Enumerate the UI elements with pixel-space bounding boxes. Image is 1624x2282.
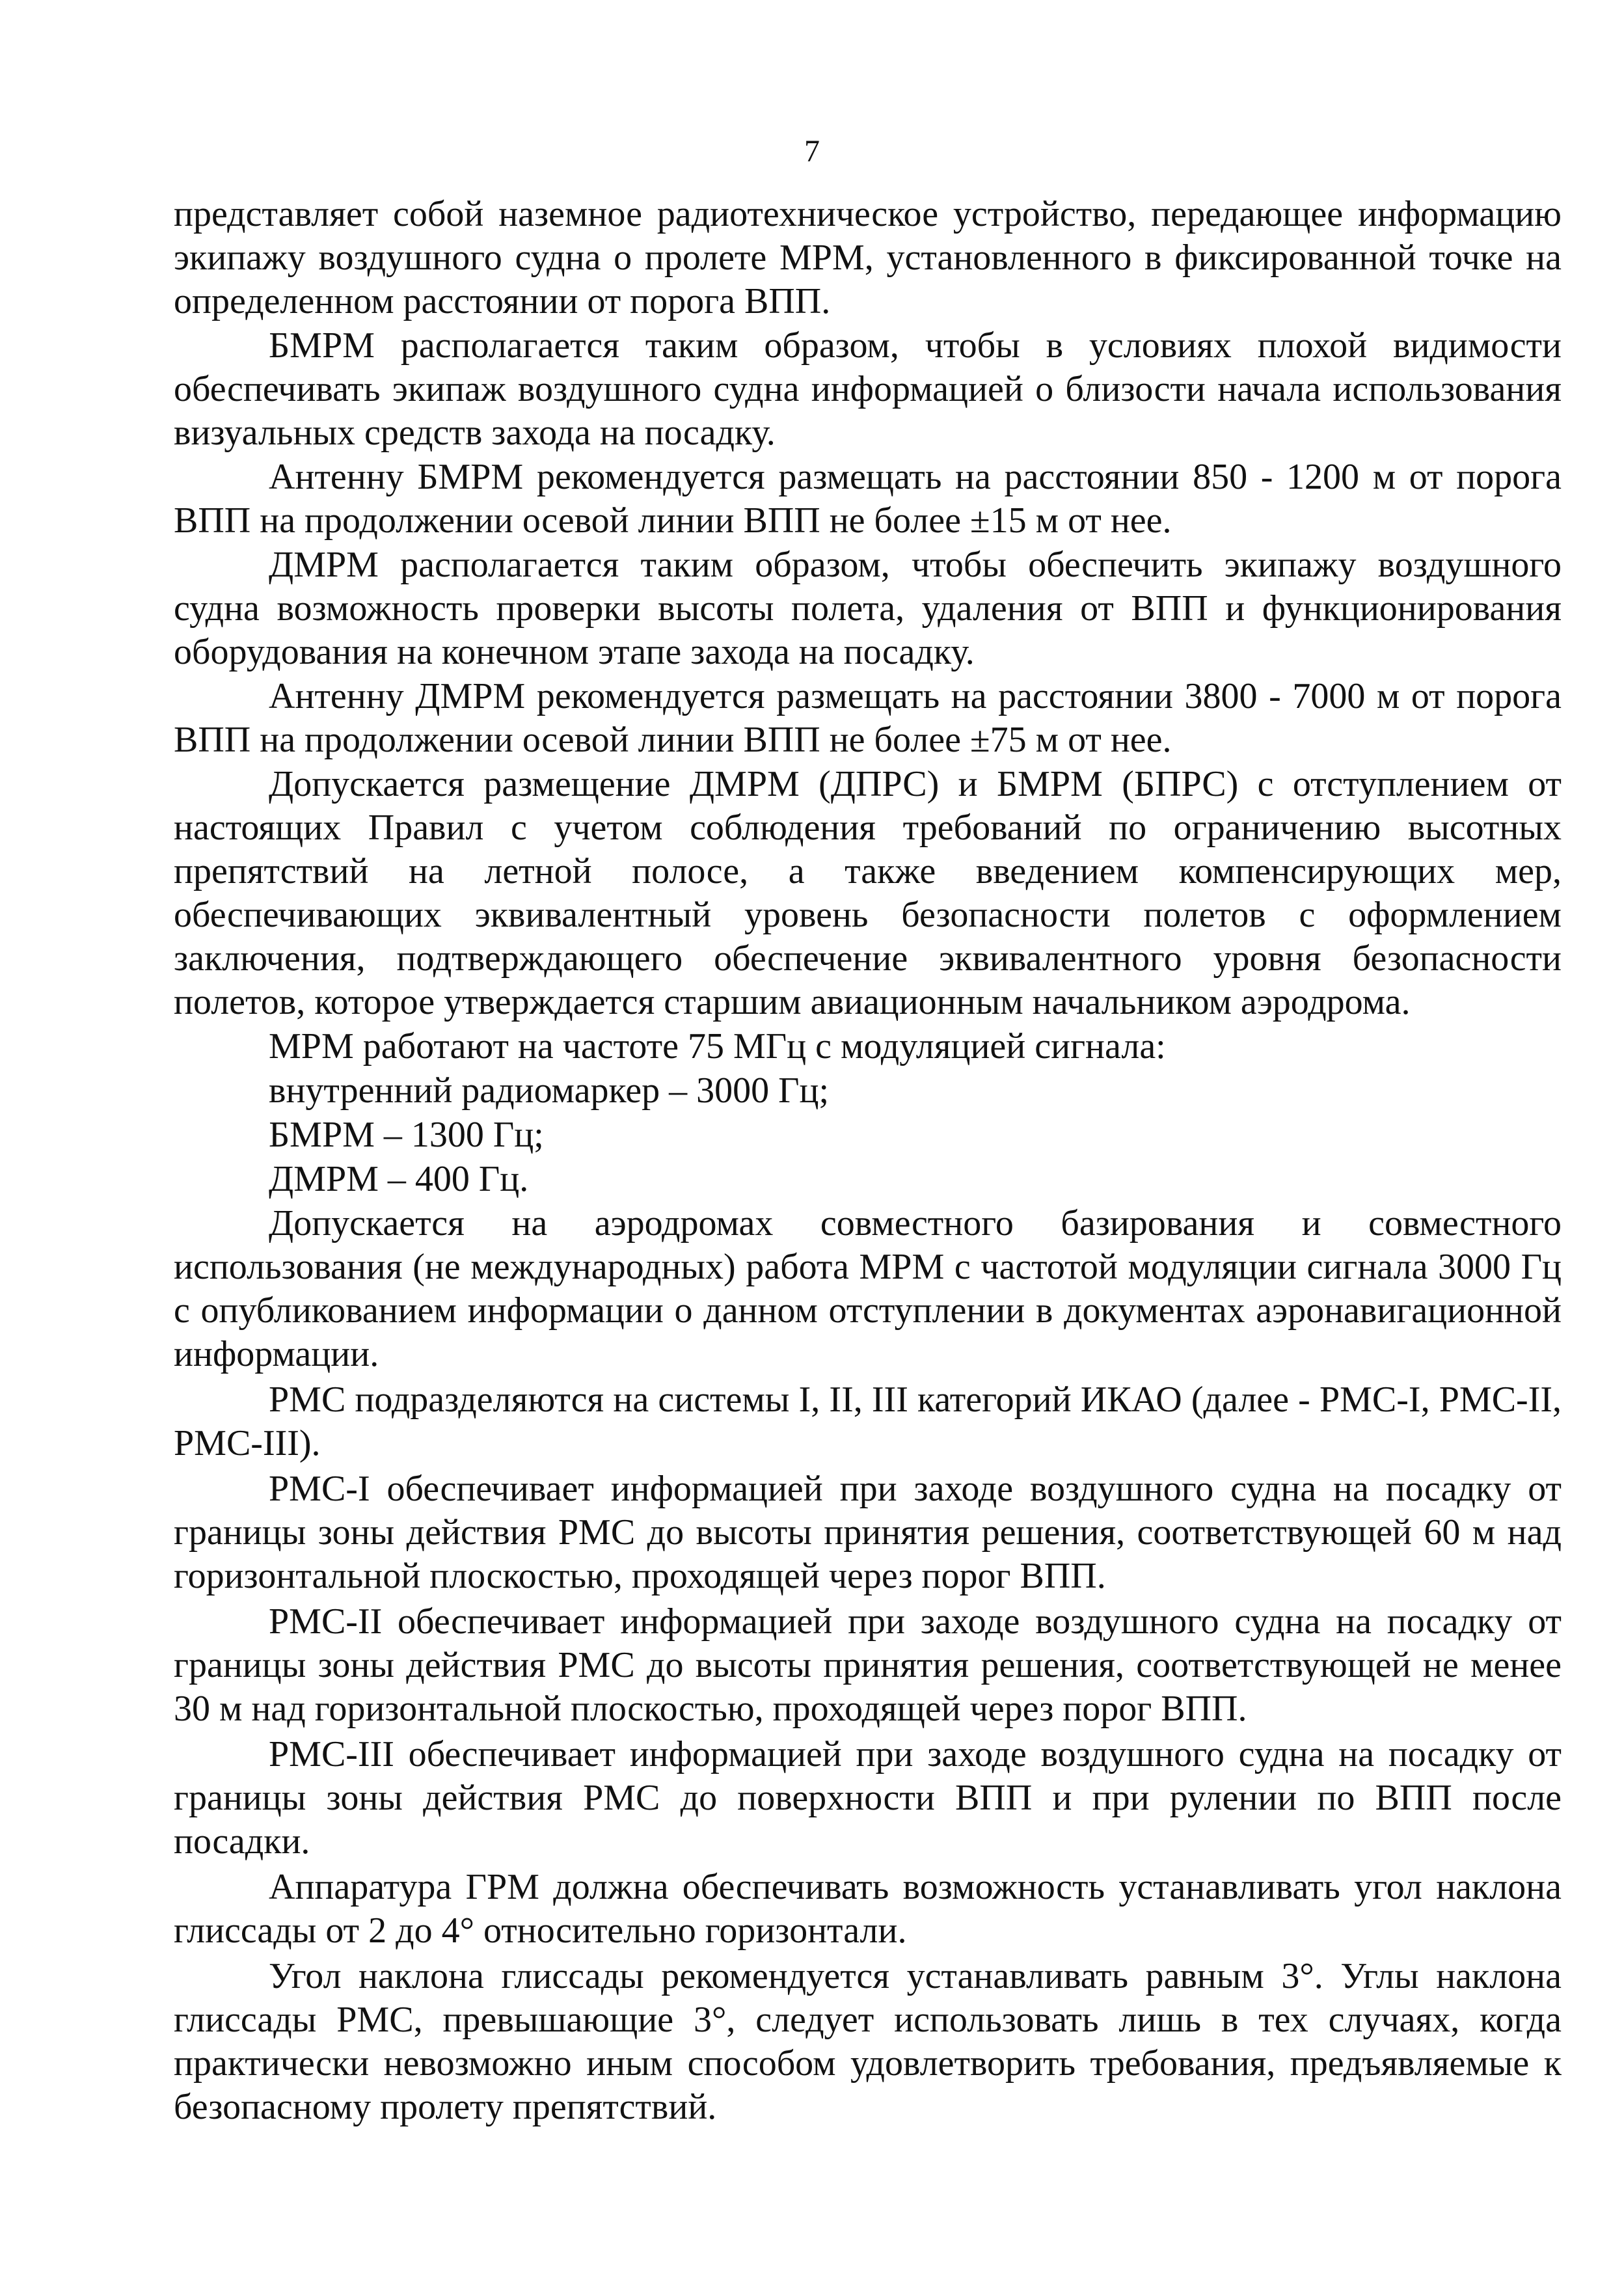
paragraph-10: ДМРМ – 400 Гц. xyxy=(269,1159,529,1199)
paragraph-5: Антенну ДМРМ рекомендуется размещать на расстоянии 3800 - 7000 м от порога ВПП на продолжении осевой линии ВПП не более ±75 м от нее. xyxy=(174,676,1562,760)
paragraph-14: РМС-II обеспечивает информацией при заходе воздушного судна на посадку от границы зоны действия РМС до высоты принятия решения, соответствующей не менее 30 м над горизонтальной плоскостью, проходящей через порог ВПП. xyxy=(174,1601,1562,1729)
paragraph-8: внутренний радиомаркер – 3000 Гц; xyxy=(269,1070,830,1111)
paragraph-6: Допускается размещение ДМРМ (ДПРС) и БМРМ (БПРС) с отступлением от настоящих Правил с учетом соблюдения требований по ограничению высотных препятствий на летной полосе, а также введением компенсирующих мер, обеспечивающих эквивалентный уровень безопасности полетов с оформлением заключения, подтверждающего обеспечение эквивалентного уровня безопасности полетов, которое утверждается старшим авиационным начальником аэродрома. xyxy=(174,764,1562,1022)
paragraph-3: Антенну БМРМ рекомендуется размещать на расстоянии 850 - 1200 м от порога ВПП на продолжении осевой линии ВПП не более ±15 м от нее. xyxy=(174,457,1562,541)
paragraph-9: БМРМ – 1300 Гц; xyxy=(269,1115,544,1155)
page-body xyxy=(174,193,1562,2130)
paragraph-17: Угол наклона глиссады рекомендуется устанавливать равным 3°. Углы наклона глиссады РМС, превышающие 3°, следует использовать лишь в тех случаях, когда практически невозможно иным способом удовлетворить требования, предъявляемые к безопасному пролету препятствий. xyxy=(174,1956,1562,2127)
paragraph-2: БМРМ располагается таким образом, чтобы в условиях плохой видимости обеспечивать экипаж воздушного судна информацией о близости начала использования визуальных средств захода на посадку. xyxy=(174,325,1562,453)
page-number: 7 xyxy=(804,134,820,169)
paragraph-15: РМС-III обеспечивает информацией при заходе воздушного судна на посадку от границы зоны действия РМС до поверхности ВПП и при рулении по ВПП после посадки. xyxy=(174,1734,1562,1862)
paragraph-7: МРМ работают на частоте 75 МГц с модуляцией сигнала: xyxy=(269,1026,1166,1066)
paragraph-4: ДМРМ располагается таким образом, чтобы обеспечить экипажу воздушного судна возможность проверки высоты полета, удаления от ВПП и функционирования оборудования на конечном этапе захода на посадку. xyxy=(174,545,1562,672)
paragraph-11: Допускается на аэродромах совместного базирования и совместного использования (не международных) работа МРМ с частотой модуляции сигнала 3000 Гц с опубликованием информации о данном отступлении в документах аэронавигационной информации. xyxy=(174,1203,1562,1374)
paragraph-13: РМС-I обеспечивает информацией при заходе воздушного судна на посадку от границы зоны действия РМС до высоты принятия решения, соответствующей 60 м над горизонтальной плоскостью, проходящей через порог ВПП. xyxy=(174,1469,1562,1596)
paragraph-12: РМС подразделяются на системы I, II, III категорий ИКАО (далее - РМС-I, РМС-II, РМС-III). xyxy=(174,1379,1562,1463)
paragraph-1: представляет собой наземное радиотехническое устройство, передающее информацию экипажу воздушного судна о пролете МРМ, установленного в фиксированной точке на определенном расстоянии от порога ВПП. xyxy=(174,194,1562,321)
paragraph-16: Аппаратура ГРМ должна обеспечивать возможность устанавливать угол наклона глиссады от 2 до 4° относительно горизонтали. xyxy=(174,1867,1562,1951)
